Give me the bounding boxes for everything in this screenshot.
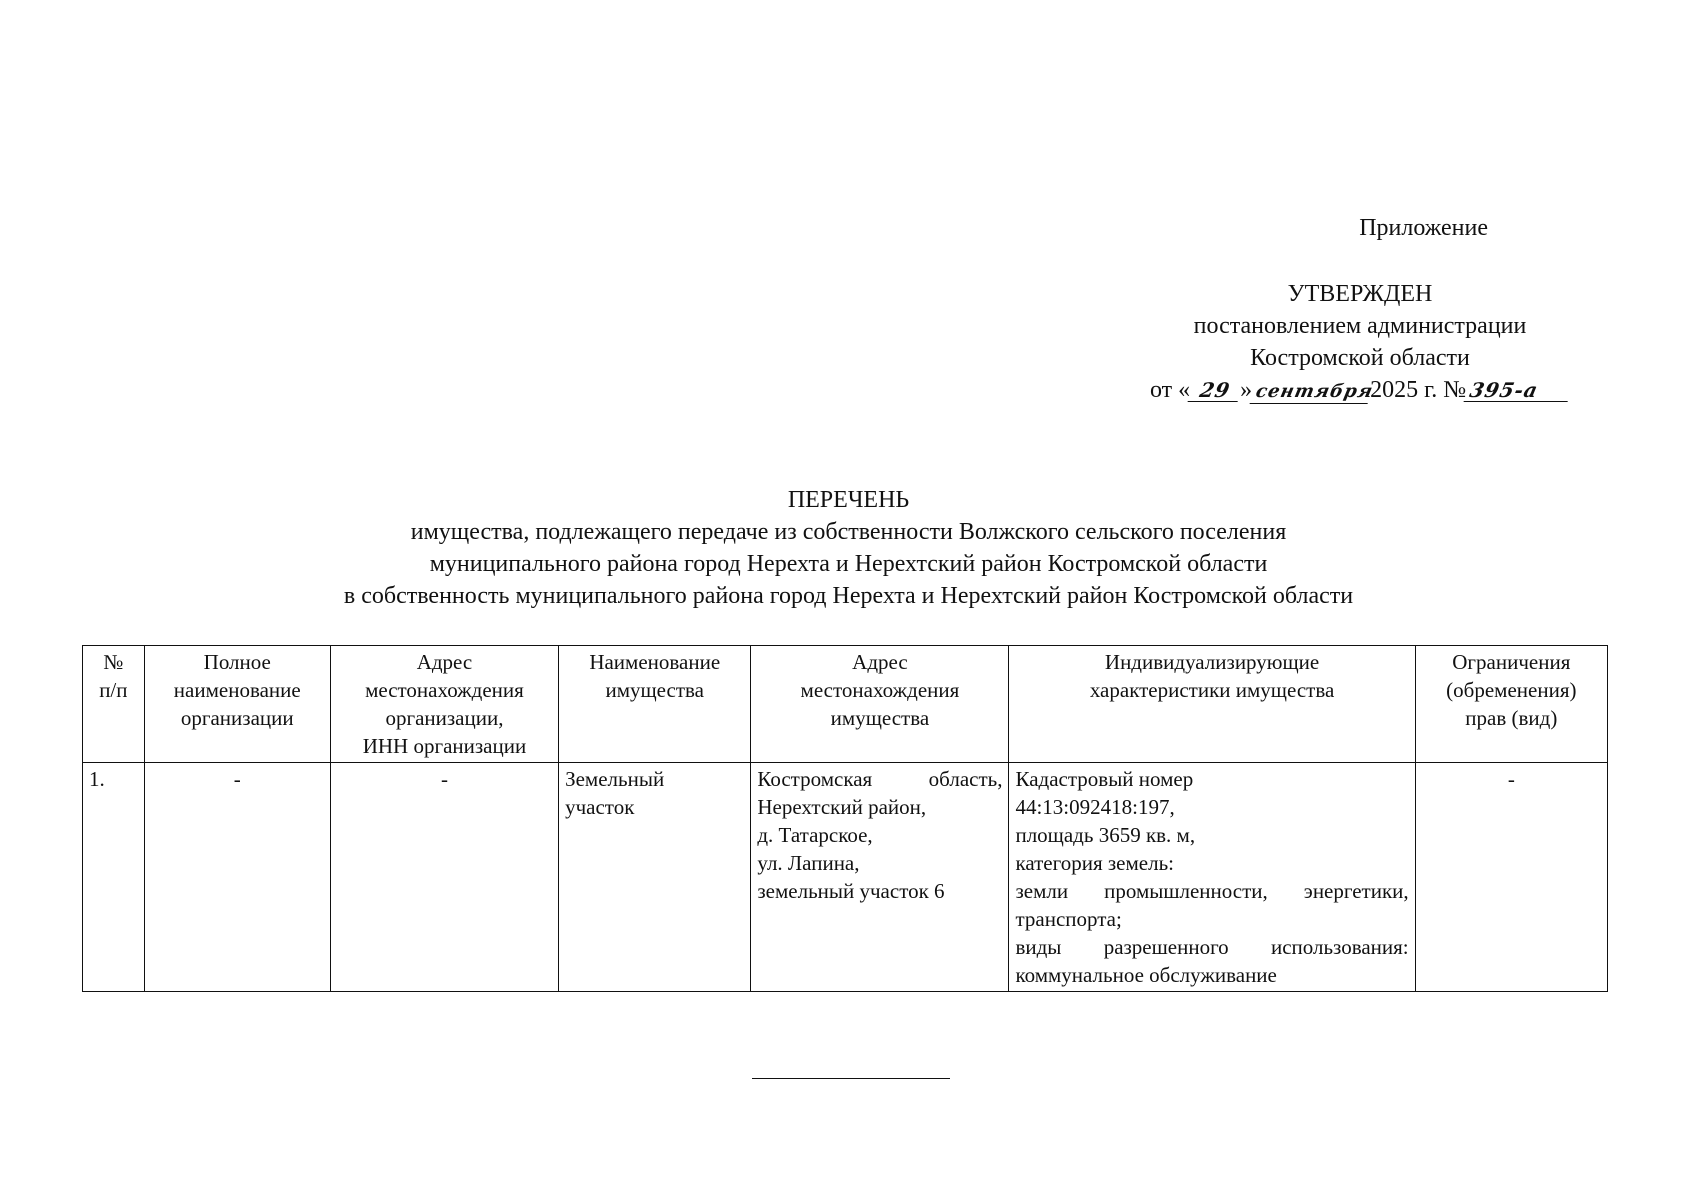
decree-date-line — [1140, 374, 1580, 406]
date-mid: » — [1240, 377, 1253, 403]
cell-number: 1. — [83, 763, 145, 992]
cell-restrictions: - — [1415, 763, 1607, 992]
header-org-address: Адрес местонахождения организации, ИНН организации — [330, 646, 558, 763]
title-line-1: имущества, подлежащего передаче из собственности Волжского сельского поселения — [410, 519, 1287, 545]
cell-characteristics: Кадастровый номер 44:13:092418:197, площадь 3659 кв. м, категория земель: земли промышленности, энергетики, транспорта; виды разрешенного использования: коммунальное обслуживание — [1009, 763, 1415, 992]
title-line-3: в собственность муниципального района город Нерехта и Нерехтский район Костромской области — [343, 583, 1354, 609]
table-header-row — [83, 646, 1608, 763]
handwritten-month: сентября — [1250, 381, 1373, 404]
closing-rule — [752, 1078, 950, 1079]
handwritten-day: 29 — [1188, 379, 1243, 402]
handwritten-number: 395-а — [1464, 379, 1573, 402]
title-heading: ПЕРЕЧЕНЬ — [787, 487, 910, 513]
header-restrictions: Ограничения (обременения) прав (вид) — [1415, 646, 1607, 763]
annex-label: Приложение — [1359, 215, 1488, 241]
header-characteristics: Индивидуализирующие характеристики имущества — [1009, 646, 1415, 763]
cell-org-name: - — [144, 763, 330, 992]
approved-label: УТВЕРЖДЕН — [1287, 281, 1433, 307]
cell-property-name: Земельный участок — [559, 763, 751, 992]
cell-org-address: - — [330, 763, 558, 992]
approved-by-line-1: постановлением администрации — [1193, 313, 1527, 339]
header-number: № п/п — [83, 646, 145, 763]
title-line-2: муниципального района город Нерехта и Нерехтский район Костромской области — [429, 551, 1268, 577]
cell-property-address: Костромская область, Нерехтский район, д. Татарское, ул. Лапина, земельный участок 6 — [751, 763, 1009, 992]
property-table — [82, 645, 1608, 992]
document-title — [0, 484, 1697, 612]
date-prefix: от « — [1150, 377, 1191, 403]
header-property-address: Адрес местонахождения имущества — [751, 646, 1009, 763]
approval-block — [1140, 212, 1580, 406]
header-property-name: Наименование имущества — [559, 646, 751, 763]
table-row — [83, 763, 1608, 992]
year-text: 2025 г. № — [1370, 377, 1467, 403]
approved-by-line-2: Костромской области — [1250, 345, 1470, 371]
header-org-name: Полное наименование организации — [144, 646, 330, 763]
